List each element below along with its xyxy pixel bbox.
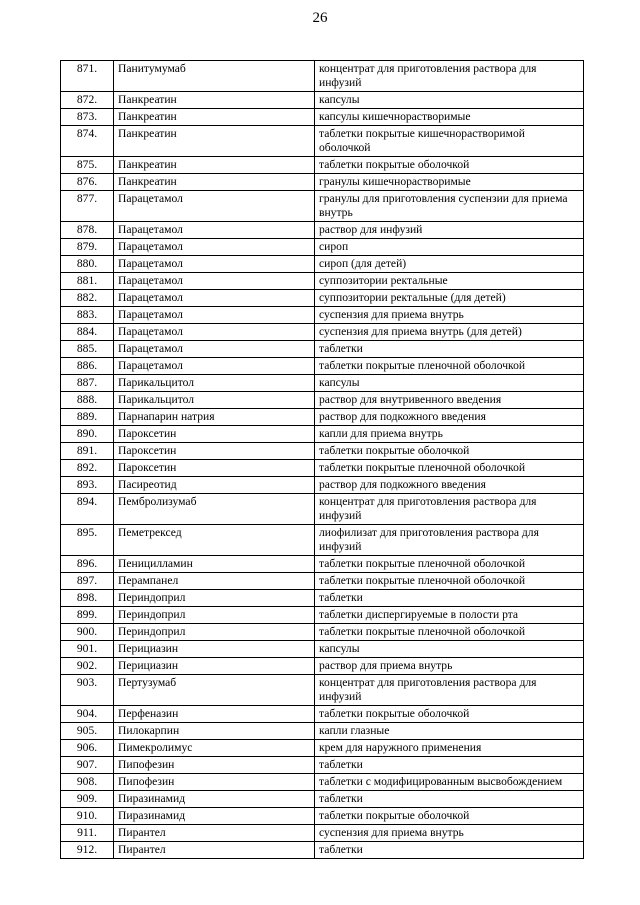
row-number: 907.: [61, 757, 114, 774]
drug-name: Пароксетин: [114, 443, 315, 460]
drug-name: Периндоприл: [114, 624, 315, 641]
drug-name: Пипофезин: [114, 757, 315, 774]
dosage-form: таблетки покрытые пленочной оболочкой: [315, 573, 584, 590]
drug-name: Пасиреотид: [114, 477, 315, 494]
drug-name: Пиразинамид: [114, 791, 315, 808]
table-row: [61, 409, 584, 426]
dosage-form: раствор для инфузий: [315, 222, 584, 239]
dosage-form: капсулы: [315, 92, 584, 109]
dosage-form: таблетки: [315, 757, 584, 774]
dosage-form: таблетки: [315, 590, 584, 607]
row-number: 905.: [61, 723, 114, 740]
dosage-form: лиофилизат для приготовления раствора для инфузий: [315, 525, 584, 556]
dosage-form: концентрат для приготовления раствора для инфузий: [315, 675, 584, 706]
table-row: [61, 92, 584, 109]
drug-name: Панитумумаб: [114, 61, 315, 92]
row-number: 894.: [61, 494, 114, 525]
dosage-form: таблетки покрытые пленочной оболочкой: [315, 624, 584, 641]
dosage-form: капли глазные: [315, 723, 584, 740]
dosage-form: таблетки покрытые оболочкой: [315, 706, 584, 723]
table-row: [61, 239, 584, 256]
drug-name: Перфеназин: [114, 706, 315, 723]
dosage-form: таблетки покрытые оболочкой: [315, 443, 584, 460]
dosage-form: таблетки покрытые кишечнорастворимой оболочкой: [315, 126, 584, 157]
dosage-form: таблетки покрытые оболочкой: [315, 808, 584, 825]
drug-name: Перициазин: [114, 641, 315, 658]
row-number: 887.: [61, 375, 114, 392]
table-row: [61, 477, 584, 494]
table-row: [61, 307, 584, 324]
dosage-form: капсулы: [315, 641, 584, 658]
table-row: [61, 290, 584, 307]
row-number: 897.: [61, 573, 114, 590]
dosage-form: суспензия для приема внутрь: [315, 825, 584, 842]
row-number: 880.: [61, 256, 114, 273]
table-row: [61, 324, 584, 341]
row-number: 873.: [61, 109, 114, 126]
table-row: [61, 174, 584, 191]
row-number: 879.: [61, 239, 114, 256]
dosage-form: раствор для подкожного введения: [315, 409, 584, 426]
drug-name: Пеницилламин: [114, 556, 315, 573]
table-row: [61, 774, 584, 791]
page-number: 26: [312, 10, 328, 26]
table-row: [61, 358, 584, 375]
row-number: 892.: [61, 460, 114, 477]
dosage-form: концентрат для приготовления раствора для инфузий: [315, 61, 584, 92]
row-number: 889.: [61, 409, 114, 426]
drug-name: Пирантел: [114, 825, 315, 842]
row-number: 884.: [61, 324, 114, 341]
drug-name: Парацетамол: [114, 290, 315, 307]
dosage-form: гранулы для приготовления суспензии для приема внутрь: [315, 191, 584, 222]
table-row: [61, 126, 584, 157]
drug-name: Пиразинамид: [114, 808, 315, 825]
drug-name: Панкреатин: [114, 157, 315, 174]
table-row: [61, 109, 584, 126]
row-number: 886.: [61, 358, 114, 375]
row-number: 882.: [61, 290, 114, 307]
dosage-form: таблетки покрытые пленочной оболочкой: [315, 358, 584, 375]
table-row: [61, 641, 584, 658]
table-row: [61, 723, 584, 740]
drug-name: Парацетамол: [114, 324, 315, 341]
row-number: 878.: [61, 222, 114, 239]
table-row: [61, 573, 584, 590]
dosage-form: таблетки: [315, 791, 584, 808]
dosage-form: раствор для внутривенного введения: [315, 392, 584, 409]
table-row: [61, 757, 584, 774]
row-number: 895.: [61, 525, 114, 556]
dosage-form: гранулы кишечнорастворимые: [315, 174, 584, 191]
table-row: [61, 658, 584, 675]
table-row: [61, 808, 584, 825]
row-number: 876.: [61, 174, 114, 191]
dosage-form: таблетки: [315, 341, 584, 358]
row-number: 902.: [61, 658, 114, 675]
row-number: 903.: [61, 675, 114, 706]
drug-name: Пирантел: [114, 842, 315, 859]
row-number: 875.: [61, 157, 114, 174]
row-number: 891.: [61, 443, 114, 460]
drug-name: Панкреатин: [114, 126, 315, 157]
row-number: 901.: [61, 641, 114, 658]
drug-name: Периндоприл: [114, 590, 315, 607]
drug-name: Парикальцитол: [114, 392, 315, 409]
drug-name: Пембролизумаб: [114, 494, 315, 525]
table-row: [61, 590, 584, 607]
row-number: 890.: [61, 426, 114, 443]
drug-name: Парацетамол: [114, 341, 315, 358]
table-row: [61, 375, 584, 392]
dosage-form: таблетки с модифицированным высвобождением: [315, 774, 584, 791]
table-body: [61, 61, 584, 859]
row-number: 906.: [61, 740, 114, 757]
dosage-form: концентрат для приготовления раствора для инфузий: [315, 494, 584, 525]
drug-table: [60, 60, 584, 859]
drug-name: Панкреатин: [114, 109, 315, 126]
table-row: [61, 273, 584, 290]
drug-name: Парикальцитол: [114, 375, 315, 392]
drug-name: Парацетамол: [114, 307, 315, 324]
row-number: 877.: [61, 191, 114, 222]
dosage-form: сироп: [315, 239, 584, 256]
table-row: [61, 607, 584, 624]
table-row: [61, 842, 584, 859]
dosage-form: таблетки покрытые пленочной оболочкой: [315, 556, 584, 573]
dosage-form: суспензия для приема внутрь: [315, 307, 584, 324]
dosage-form: капли для приема внутрь: [315, 426, 584, 443]
drug-name: Пароксетин: [114, 426, 315, 443]
row-number: 885.: [61, 341, 114, 358]
table-row: [61, 256, 584, 273]
dosage-form: таблетки диспергируемые в полости рта: [315, 607, 584, 624]
drug-name: Перампанел: [114, 573, 315, 590]
row-number: 908.: [61, 774, 114, 791]
row-number: 896.: [61, 556, 114, 573]
row-number: 883.: [61, 307, 114, 324]
row-number: 881.: [61, 273, 114, 290]
dosage-form: капсулы кишечнорастворимые: [315, 109, 584, 126]
table-row: [61, 675, 584, 706]
dosage-form: суппозитории ректальные: [315, 273, 584, 290]
drug-name: Пилокарпин: [114, 723, 315, 740]
drug-name: Пимекролимус: [114, 740, 315, 757]
table-row: [61, 624, 584, 641]
row-number: 909.: [61, 791, 114, 808]
table-row: [61, 392, 584, 409]
dosage-form: крем для наружного применения: [315, 740, 584, 757]
drug-name: Парацетамол: [114, 191, 315, 222]
row-number: 888.: [61, 392, 114, 409]
row-number: 911.: [61, 825, 114, 842]
table-row: [61, 525, 584, 556]
drug-name: Парацетамол: [114, 239, 315, 256]
dosage-form: таблетки: [315, 842, 584, 859]
row-number: 899.: [61, 607, 114, 624]
dosage-form: раствор для приема внутрь: [315, 658, 584, 675]
drug-name: Парацетамол: [114, 273, 315, 290]
table-row: [61, 706, 584, 723]
row-number: 910.: [61, 808, 114, 825]
table-row: [61, 61, 584, 92]
table-row: [61, 460, 584, 477]
dosage-form: сироп (для детей): [315, 256, 584, 273]
dosage-form: суспензия для приема внутрь (для детей): [315, 324, 584, 341]
table-row: [61, 825, 584, 842]
row-number: 874.: [61, 126, 114, 157]
row-number: 871.: [61, 61, 114, 92]
row-number: 898.: [61, 590, 114, 607]
row-number: 872.: [61, 92, 114, 109]
table-row: [61, 341, 584, 358]
table-row: [61, 222, 584, 239]
table-row: [61, 443, 584, 460]
drug-name: Пароксетин: [114, 460, 315, 477]
row-number: 893.: [61, 477, 114, 494]
table-row: [61, 791, 584, 808]
drug-name: Парнапарин натрия: [114, 409, 315, 426]
drug-name: Парацетамол: [114, 256, 315, 273]
table-row: [61, 426, 584, 443]
row-number: 912.: [61, 842, 114, 859]
dosage-form: суппозитории ректальные (для детей): [315, 290, 584, 307]
dosage-form: раствор для подкожного введения: [315, 477, 584, 494]
dosage-form: капсулы: [315, 375, 584, 392]
row-number: 904.: [61, 706, 114, 723]
drug-name: Парацетамол: [114, 222, 315, 239]
table-row: [61, 157, 584, 174]
drug-name: Перициазин: [114, 658, 315, 675]
drug-name: Панкреатин: [114, 92, 315, 109]
table-row: [61, 494, 584, 525]
table-row: [61, 740, 584, 757]
drug-name: Панкреатин: [114, 174, 315, 191]
table-row: [61, 556, 584, 573]
dosage-form: таблетки покрытые пленочной оболочкой: [315, 460, 584, 477]
drug-name: Периндоприл: [114, 607, 315, 624]
row-number: 900.: [61, 624, 114, 641]
drug-name: Пертузумаб: [114, 675, 315, 706]
drug-name: Пипофезин: [114, 774, 315, 791]
dosage-form: таблетки покрытые оболочкой: [315, 157, 584, 174]
table-row: [61, 191, 584, 222]
drug-name: Парацетамол: [114, 358, 315, 375]
drug-name: Пеметрексед: [114, 525, 315, 556]
